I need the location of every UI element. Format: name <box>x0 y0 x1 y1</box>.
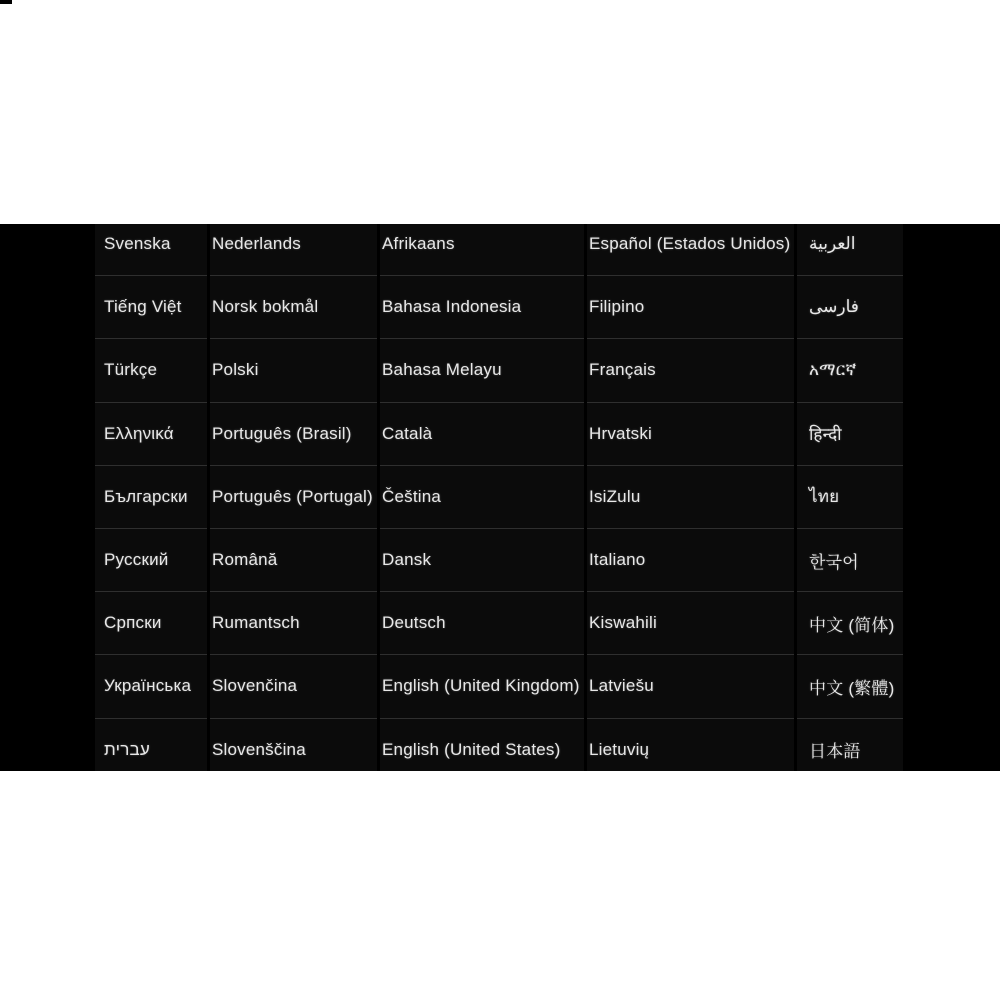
language-option[interactable]: Español (Estados Unidos) <box>587 224 794 275</box>
language-option[interactable]: Slovenčina <box>210 654 377 717</box>
language-option[interactable]: हिन्दी <box>797 402 903 465</box>
language-option[interactable]: English (United States) <box>380 718 584 772</box>
language-option[interactable]: Ελληνικά <box>95 402 207 465</box>
language-option[interactable]: العربية <box>797 224 903 275</box>
language-grid <box>95 224 903 771</box>
language-option[interactable]: Polski <box>210 338 377 401</box>
language-option[interactable]: 中文 (简体) <box>797 591 903 654</box>
language-option[interactable]: Português (Brasil) <box>210 402 377 465</box>
language-option[interactable]: Български <box>95 465 207 528</box>
language-selection-screen <box>0 224 1000 771</box>
language-option[interactable]: Tiếng Việt <box>95 275 207 338</box>
language-option[interactable]: Català <box>380 402 584 465</box>
language-option[interactable]: 日本語 <box>797 718 903 772</box>
language-option[interactable]: Français <box>587 338 794 401</box>
language-option[interactable]: 中文 (繁體) <box>797 654 903 717</box>
language-option[interactable]: Rumantsch <box>210 591 377 654</box>
language-option[interactable]: עברית <box>95 718 207 772</box>
language-option[interactable]: Afrikaans <box>380 224 584 275</box>
language-option[interactable]: Dansk <box>380 528 584 591</box>
language-option[interactable]: Bahasa Melayu <box>380 338 584 401</box>
language-option[interactable]: Deutsch <box>380 591 584 654</box>
language-option[interactable]: Română <box>210 528 377 591</box>
language-option[interactable]: Português (Portugal) <box>210 465 377 528</box>
language-option[interactable]: Svenska <box>95 224 207 275</box>
language-option[interactable]: English (United Kingdom) <box>380 654 584 717</box>
language-option[interactable]: Српски <box>95 591 207 654</box>
language-option[interactable]: አማርኛ <box>797 338 903 401</box>
language-option[interactable]: فارسی <box>797 275 903 338</box>
language-option[interactable]: Norsk bokmål <box>210 275 377 338</box>
language-option[interactable]: ไทย <box>797 465 903 528</box>
language-option[interactable]: Italiano <box>587 528 794 591</box>
letterbox-corner-mark <box>0 0 12 4</box>
language-option[interactable]: Hrvatski <box>587 402 794 465</box>
language-option[interactable]: Kiswahili <box>587 591 794 654</box>
language-option[interactable]: Türkçe <box>95 338 207 401</box>
language-option[interactable]: Filipino <box>587 275 794 338</box>
language-option[interactable]: Slovenščina <box>210 718 377 772</box>
language-option[interactable]: Русский <box>95 528 207 591</box>
language-option[interactable]: Nederlands <box>210 224 377 275</box>
language-option[interactable]: 한국어 <box>797 528 903 591</box>
language-option[interactable]: Bahasa Indonesia <box>380 275 584 338</box>
language-option[interactable]: Latviešu <box>587 654 794 717</box>
language-option[interactable]: Lietuvių <box>587 718 794 772</box>
language-option[interactable]: Українська <box>95 654 207 717</box>
language-option[interactable]: IsiZulu <box>587 465 794 528</box>
language-option[interactable]: Čeština <box>380 465 584 528</box>
